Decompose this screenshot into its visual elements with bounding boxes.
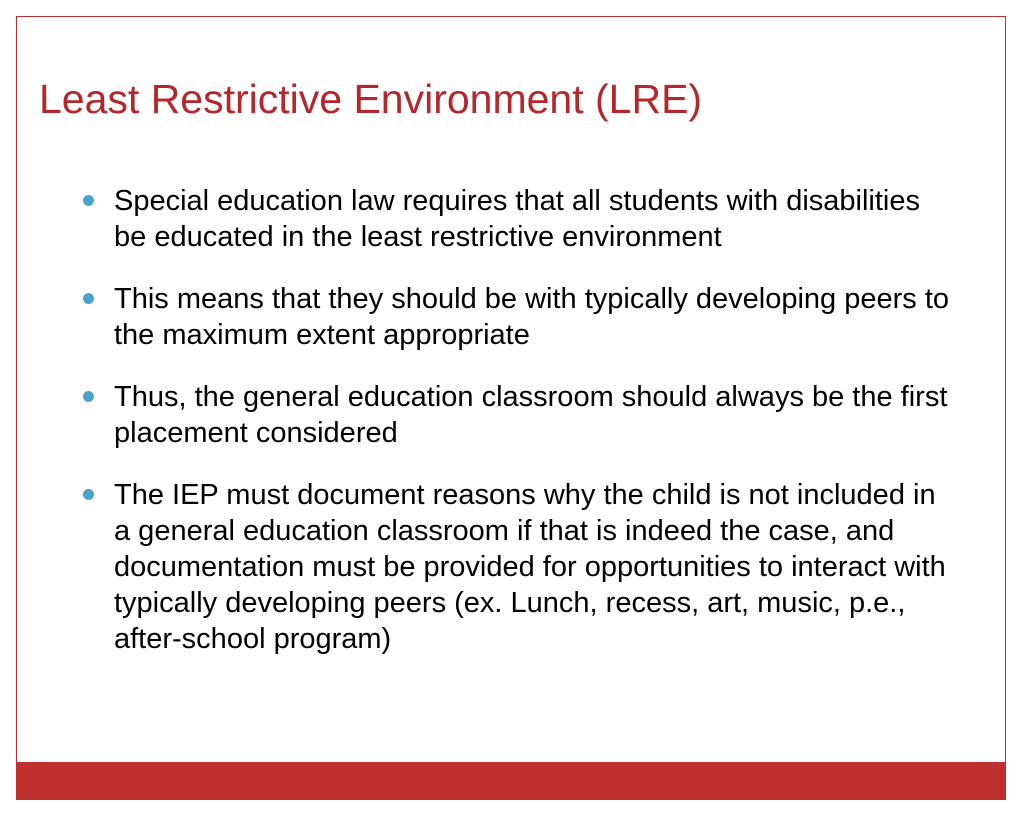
bullet-dot-icon [83, 489, 94, 500]
bullet-item [83, 379, 951, 451]
slide-title: Least Restrictive Environment (LRE) [39, 76, 703, 122]
slide-frame [16, 16, 1006, 800]
bullet-text: Thus, the general education classroom should always be the first placement considered [114, 381, 948, 449]
bullet-text: The IEP must document reasons why the child is not included in a general education classroom if that is indeed the case, and documentation must be provided for opportunities to interact with typically developing peers (ex. Lunch, recess, art, music, p.e., after-school program) [114, 479, 946, 655]
bullet-item [83, 183, 951, 255]
bullet-list [83, 183, 951, 683]
bullet-text: Special education law requires that all students with disabilities be educated in the least restrictive environment [114, 185, 920, 253]
bullet-dot-icon [83, 195, 94, 206]
bullet-text: This means that they should be with typically developing peers to the maximum extent appropriate [114, 283, 950, 351]
bullet-dot-icon [83, 293, 94, 304]
footer-band [17, 762, 1005, 799]
bullet-item [83, 477, 951, 657]
bullet-dot-icon [83, 391, 94, 402]
bullet-item [83, 281, 951, 353]
